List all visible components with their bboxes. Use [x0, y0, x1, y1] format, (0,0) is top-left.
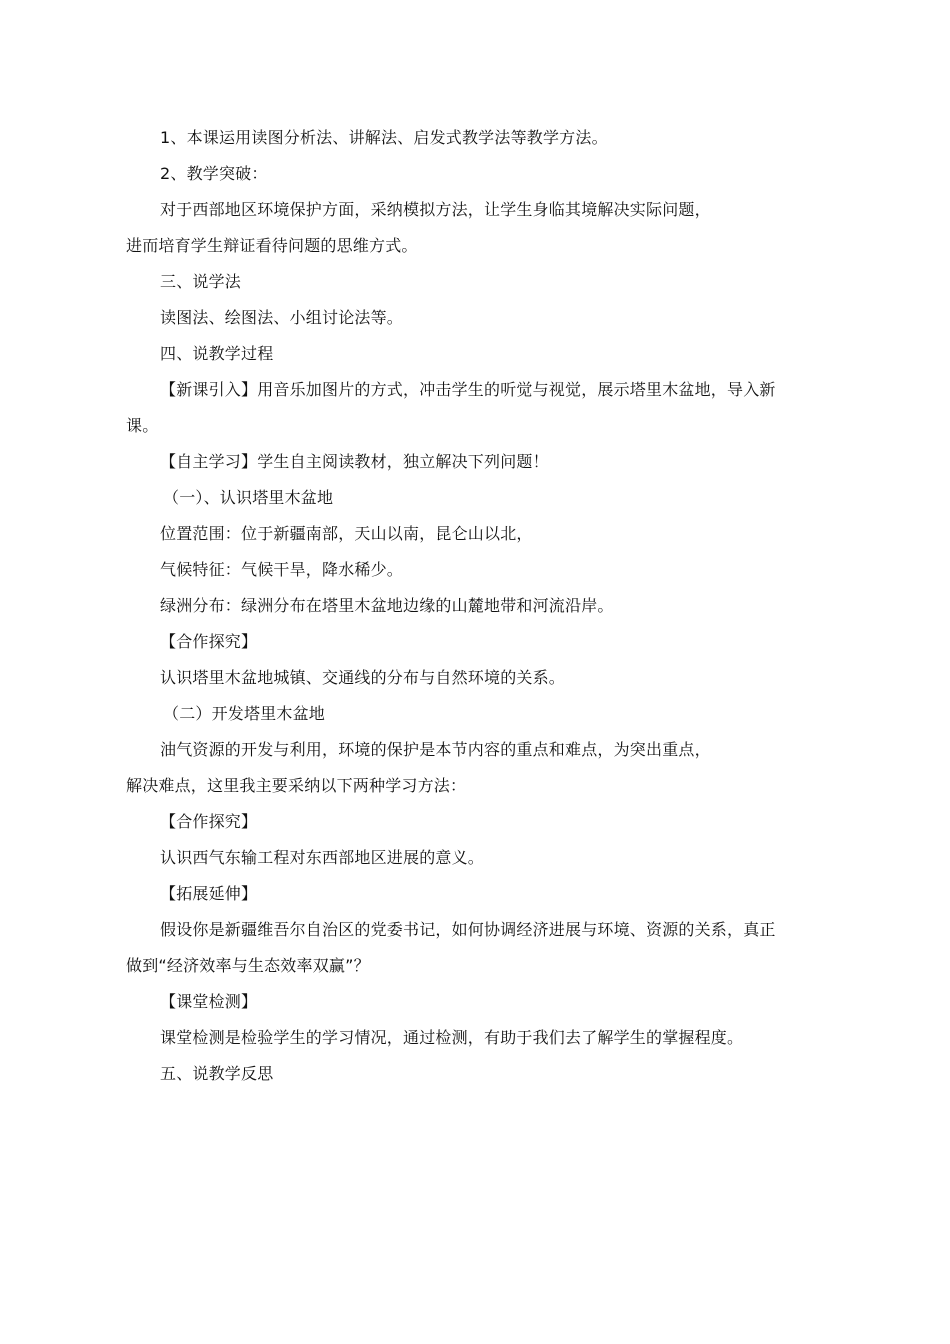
bracket-heading: 【拓展延伸】 [160, 884, 258, 903]
section-heading: 四、说教学过程 [160, 344, 274, 363]
text-line: 【新课引入】用音乐加图片的方式，冲击学生的听觉与视觉，展示塔里木盆地，导入新 [160, 380, 776, 399]
text-line: 绿洲分布：绿洲分布在塔里木盆地边缘的山麓地带和河流沿岸。 [160, 596, 614, 615]
text-line: 2、教学突破： [160, 164, 268, 183]
text-line: 假设你是新疆维吾尔自治区的党委书记，如何协调经济进展与环境、资源的关系，真正 [160, 920, 776, 939]
text-line: 认识西气东输工程对东西部地区进展的意义。 [160, 848, 485, 867]
text-line: 油气资源的开发与利用，环境的保护是本节内容的重点和难点，为突出重点， [160, 740, 711, 759]
text-line: 认识塔里木盆地城镇、交通线的分布与自然环境的关系。 [160, 668, 566, 687]
text-line: 课堂检测是检验学生的学习情况，通过检测，有助于我们去了解学生的掌握程度。 [160, 1028, 744, 1047]
text-line: 气候特征：气候干旱，降水稀少。 [160, 560, 404, 579]
bracket-heading: 【合作探究】 [160, 632, 258, 651]
bracket-heading: 【课堂检测】 [160, 992, 258, 1011]
text-line: 课。 [126, 416, 159, 435]
text-line: 做到“经济效率与生态效率双赢”？ [126, 956, 370, 975]
text-line: 【自主学习】学生自主阅读教材，独立解决下列问题！ [160, 452, 549, 471]
subsection-heading: （二）开发塔里木盆地 [163, 704, 326, 723]
text-line: 1、本课运用读图分析法、讲解法、启发式教学法等教学方法。 [160, 128, 608, 147]
text-line: 读图法、绘图法、小组讨论法等。 [160, 308, 404, 327]
section-heading: 三、说学法 [160, 272, 242, 291]
text-line: 对于西部地区环境保护方面，采纳模拟方法，让学生身临其境解决实际问题， [160, 200, 711, 219]
text-line: 解决难点，这里我主要采纳以下两种学习方法： [126, 776, 467, 795]
text-line: 进而培育学生辩证看待问题的思维方式。 [126, 236, 418, 255]
section-heading: 五、说教学反思 [160, 1064, 274, 1083]
bracket-heading: 【合作探究】 [160, 812, 258, 831]
text-line: 位置范围：位于新疆南部，天山以南，昆仑山以北， [160, 524, 533, 543]
subsection-heading: （一）、认识塔里木盆地 [163, 488, 334, 507]
